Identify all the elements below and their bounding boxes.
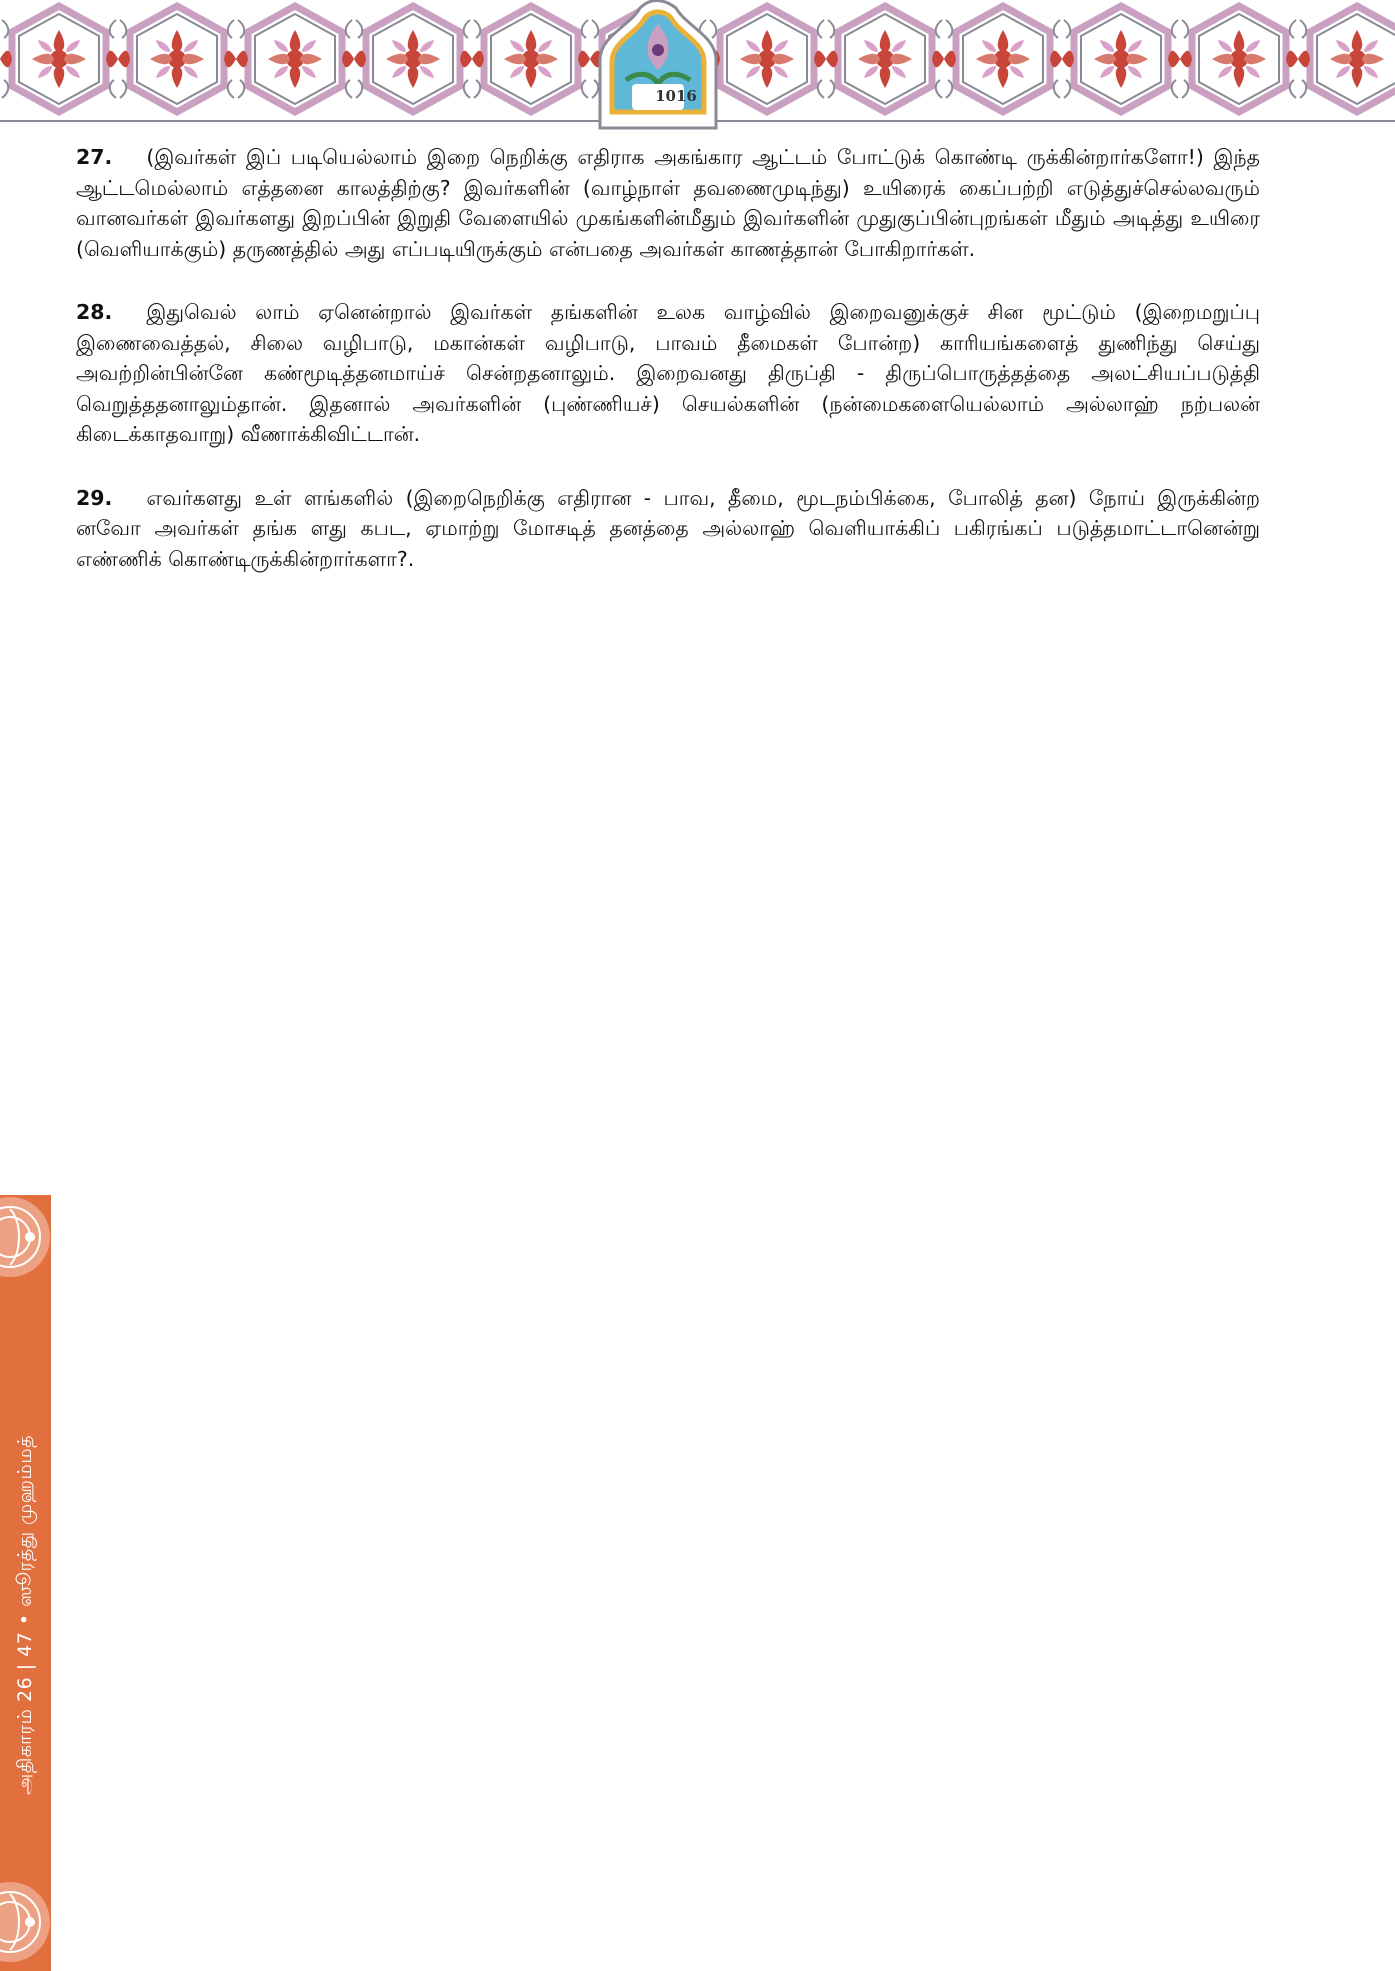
verse-number: 27. [76, 145, 113, 169]
document-body [76, 142, 1260, 607]
verse-text: எவர்களது உள் ளங்களில் (இறைநெறிக்கு எதிரான - பாவ, தீமை, மூடநம்பிக்கை, போலித் தன) நோய் இருக்கின்ற னவோ அவர்கள் தங்க ளது கபட, ஏமாற்று மோசடித் தனத்தை அல்லாஹ் வெளியாக்கிப் பகிரங்கப் படுத்தமாட்டானென்று எண்ணிக் கொண்டிருக்கின்றார்களா?. [76, 485, 1260, 571]
verse-28 [76, 297, 1260, 450]
verse-number: 28. [76, 300, 113, 324]
verse-number: 29. [76, 485, 113, 510]
header-ornament-band [0, 0, 1395, 130]
chapter-title-vertical [4, 1405, 44, 1825]
floral-ornament-icon [0, 1880, 54, 1964]
floral-ornament-icon [0, 1195, 54, 1279]
page-number: 1016 [655, 87, 697, 105]
verse-text: இதுவெல் லாம் ஏனென்றால் இவர்கள் தங்களின் உலக வாழ்வில் இறைவனுக்குச் சின மூட்டும் (இறைமறுப்பு இணைவைத்தல், சிலை வழிபாடு, மகான்கள் வழிபாடு, பாவம் தீமைகள் போன்ற) காரியங்களைத் துணிந்து செய்து அவற்றின்பின்னே கண்மூடித்தனமாய்ச் சென்றதனாலும். இறைவனது திருப்தி - திருப்பொருத்தத்தை அலட்சியப்படுத்தி வெறுத்ததனாலும்தான். இதனால் அவர்களின் (புண்ணியச்) செயல்களின் (நன்மைகளையெல்லாம் அல்லாஹ் நற்பலன் கிடைக்காதவாறு) வீணாக்கிவிட்டான். [76, 300, 1260, 446]
verse-27 [76, 142, 1260, 264]
verse-text: (இவர்கள் இப் படியெல்லாம் இறை நெறிக்கு எதிராக அகங்கார ஆட்டம் போட்டுக் கொண்டி ருக்கின்றார்களோ!) இந்த ஆட்டமெல்லாம் எத்தனை காலத்திற்கு? இவர்களின் (வாழ்நாள் தவணைமுடிந்து) உயிரைக் கைப்பற்றி எடுத்துச்செல்லவரும் வானவர்கள் இவர்களது இறப்பின் இறுதி வேளையில் முகங்களின்மீதும் இவர்களின் முதுகுப்பின்புறங்கள் மீதும் அடித்து உயிரை (வெளியாக்கும்) தருணத்தில் அது எப்படியிருக்கும் என்பதை அவர்கள் காணத்தான் போகிறார்கள். [76, 145, 1260, 261]
verse-29 [76, 483, 1260, 575]
chapter-title: அதிகாரம் 26 | 47 • ஸூரத்து முஹம்மத் [13, 1435, 36, 1795]
